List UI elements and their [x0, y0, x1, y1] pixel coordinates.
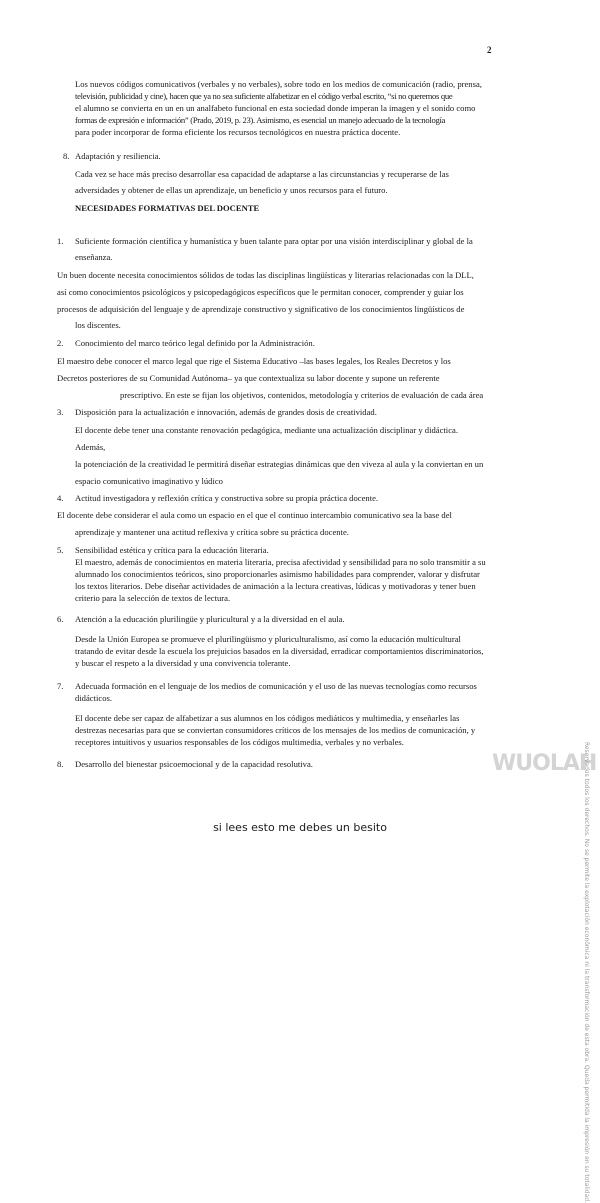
item-number: 8.: [63, 151, 70, 161]
item-title: Disposición para la actualización e innovación, además de grandes dosis de creatividad.: [75, 407, 377, 417]
text-line: espacio comunicativo imaginativo y lúdico: [75, 476, 223, 486]
page-number: 2: [487, 45, 492, 55]
text-line: El docente debe considerar el aula como un espacio en el que el continuo intercambio comunicativo sea la base del: [57, 510, 452, 520]
text-line: formas de expresión e información” (Prado, 2019, p. 23). Asimismo, es esencial un manejo adecuado de la tecnología: [75, 115, 446, 125]
item-number: 1.: [57, 236, 64, 246]
text-line: Los nuevos códigos comunicativos (verbales y no verbales), sobre todo en los medios de comunicación (radio, prensa,: [75, 79, 482, 89]
text-line: Decretos posteriores de su Comunidad Autónoma– ya que contextualiza su labor docente y supone un referente: [57, 373, 440, 383]
text-line: destrezas necesarias para que se conviertan consumidores críticos de los mensajes de los medios de comunicación, y: [75, 725, 476, 735]
text-line: televisión, publicidad y cine), hacen que ya no sea suficiente alfabetizar en el código verbal escrito, “si no queremos que: [75, 91, 453, 101]
text-line: El docente debe ser capaz de alfabetizar a sus alumnos en los códigos mediáticos y multimedia, y enseñarles las: [75, 713, 460, 723]
text-line: alumnado los conocimientos teóricos, sino proporcionarles asimismo habilidades para comprender, valorar y disfrutar: [75, 569, 480, 579]
text-line: los discentes.: [75, 320, 121, 330]
item-title: Suficiente formación científica y humanística y buen talante para optar por una visión interdisciplinar y global de la: [75, 236, 473, 246]
text-line: los textos literarios. Debe diseñar actividades de animación a la lectura creativas, lúdicas y motivadoras y tener buen: [75, 581, 476, 591]
text-line: y buscar el respeto a la diversidad y una convivencia tolerante.: [75, 658, 291, 668]
item-number: 7.: [57, 681, 64, 691]
item-title: Actitud investigadora y reflexión crítica y constructiva sobre su propia práctica docente.: [75, 493, 379, 503]
footer-text: si lees esto me debes un besito: [213, 821, 387, 834]
item-title: enseñanza.: [75, 252, 113, 262]
wuolah-logo: WUOLAH: [492, 751, 597, 776]
item-number: 2.: [57, 338, 64, 348]
text-line: Cada vez se hace más preciso desarrollar esa capacidad de adaptarse a las circunstancias y recuperarse de las: [75, 169, 449, 179]
item-number: 5.: [57, 545, 64, 555]
text-line: receptores intuitivos y usuarios responsables de los códigos multimedia, verbales y no verbales.: [75, 737, 404, 747]
text-line: tratando de evitar desde la escuela los prejuicios basados en la diversidad, erradicar comportamientos discriminatorios,: [75, 646, 484, 656]
item-title: Adaptación y resiliencia.: [75, 151, 161, 161]
text-line: Además,: [75, 442, 106, 452]
text-line: Desde la Unión Europea se promueve el plurilingüismo y pluriculturalismo, así como la educación multicultural: [75, 634, 461, 644]
text-line: procesos de adquisición del lenguaje y de aprendizaje constructivo y significativo de los conocimientos lingüísticos de: [57, 304, 465, 314]
text-line: el alumno se convierta en un en un analfabeto funcional en esta sociedad donde imperan la imagen y el sonido como: [75, 103, 476, 113]
text-line: adversidades y obtener de ellas un aprendizaje, un beneficio y unos recursos para el futuro.: [75, 185, 388, 195]
item-number: 8.: [57, 759, 64, 769]
item-title: didácticos.: [75, 693, 112, 703]
item-number: 6.: [57, 614, 64, 624]
item-title: Conocimiento del marco teórico legal definido por la Administración.: [75, 338, 315, 348]
text-line: Un buen docente necesita conocimientos sólidos de todas las disciplinas lingüísticas y literarias relacionadas con la DLL,: [57, 270, 474, 280]
side-legal-text: Reservados todos los derechos. No se permite la explotación económica ni la transformación de esta obra. Queda permitida la impresión en su totalidad.: [583, 742, 590, 1203]
item-title: Adecuada formación en el lenguaje de los medios de comunicación y el uso de las nuevas tecnologías como recursos: [75, 681, 477, 691]
text-line: criterio para la selección de textos de lectura.: [75, 593, 231, 603]
item-number: 4.: [57, 493, 64, 503]
text-line: El docente debe tener una constante renovación pedagógica, mediante una actualización disciplinar y didáctica.: [75, 425, 458, 435]
text-line: prescriptivo. En este se fijan los objetivos, contenidos, metodología y criterios de evaluación de cada área: [120, 390, 484, 400]
item-title: Atención a la educación plurilingüe y pluricultural y a la diversidad en el aula.: [75, 614, 345, 624]
item-number: 3.: [57, 407, 64, 417]
text-line: así como conocimientos psicológicos y psicopedagógicos específicos que le permitan conocer, comprender y guiar los: [57, 287, 464, 297]
item-title: Desarrollo del bienestar psicoemocional y de la capacidad resolutiva.: [75, 759, 313, 769]
text-line: la potenciación de la creatividad le permitirá diseñar estrategias dinámicas que den viveza al aula y la conviertan en un: [75, 459, 484, 469]
text-line: El maestro debe conocer el marco legal que rige el Sistema Educativo –las bases legales, los Reales Decretos y los: [57, 356, 451, 366]
section-heading: NECESIDADES FORMATIVAS DEL DOCENTE: [75, 203, 260, 213]
text-line: El maestro, además de conocimientos en materia literaria, precisa afectividad y sensibilidad para no solo transmitir a su: [75, 557, 486, 567]
text-line: aprendizaje y mantener una actitud reflexiva y crítica sobre su práctica docente.: [75, 527, 349, 537]
text-line: para poder incorporar de forma eficiente los recursos tecnológicos en nuestra práctica docente.: [75, 127, 401, 137]
item-title: Sensibilidad estética y crítica para la educación literaria.: [75, 545, 269, 555]
